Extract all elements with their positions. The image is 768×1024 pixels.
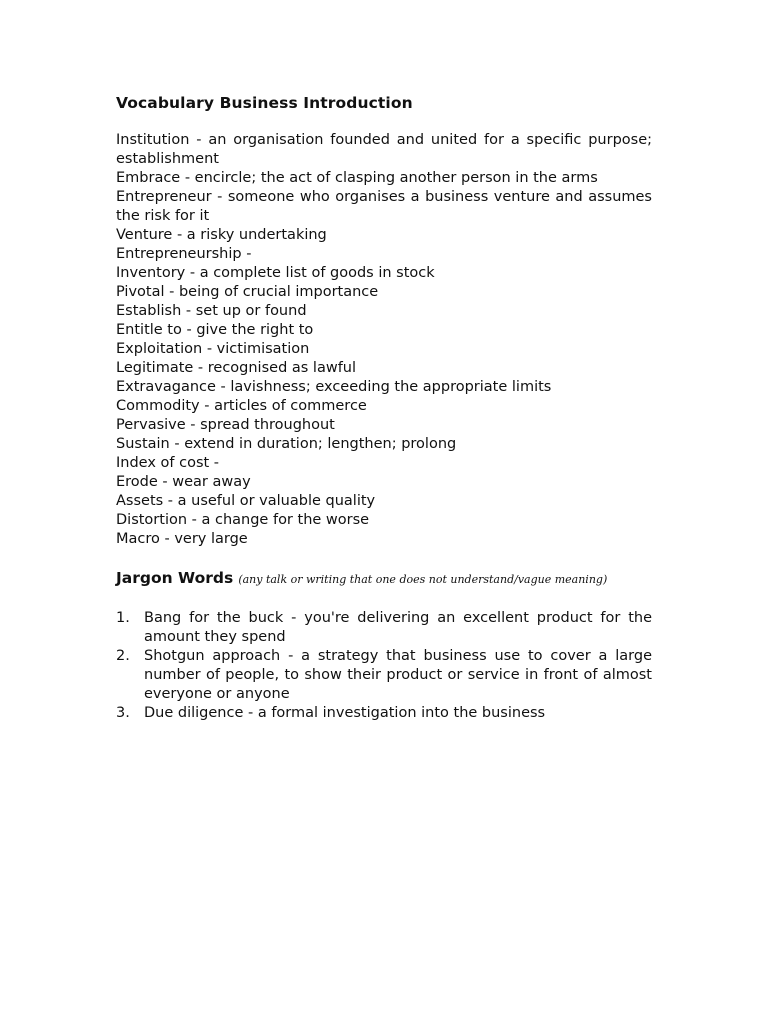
vocabulary-entry: Assets - a useful or valuable quality [116, 493, 376, 509]
vocabulary-entry: Sustain - extend in duration; lengthen; prolong [116, 436, 457, 452]
vocabulary-entry: Institution - an organisation founded and united for a specific purpose; establishment [116, 132, 652, 167]
vocabulary-entry: Entrepreneurship - [116, 246, 252, 262]
vocabulary-entry: Embrace - encircle; the act of clasping another person in the arms [116, 170, 598, 186]
vocabulary-list [116, 131, 652, 549]
vocabulary-entry: Entitle to - give the right to [116, 322, 314, 338]
vocabulary-entry: Venture - a risky undertaking [116, 227, 327, 243]
vocabulary-entry: Pivotal - being of crucial importance [116, 284, 379, 300]
vocabulary-entry: Inventory - a complete list of goods in stock [116, 265, 435, 281]
jargon-item-number: 3. [116, 705, 130, 721]
vocabulary-entry: Commodity - articles of commerce [116, 398, 367, 414]
vocabulary-entry: Legitimate - recognised as lawful [116, 360, 357, 376]
vocabulary-entry: Distortion - a change for the worse [116, 512, 370, 528]
vocabulary-entry: Erode - wear away [116, 474, 251, 490]
vocabulary-entry: Establish - set up or found [116, 303, 307, 319]
jargon-item [116, 647, 652, 704]
vocabulary-entry: Extravagance - lavishness; exceeding the appropriate limits [116, 379, 552, 395]
jargon-note: (any talk or writing that one does not understand/vague meaning) [238, 573, 608, 586]
vocabulary-entry: Exploitation - victimisation [116, 341, 310, 357]
vocabulary-entry: Entrepreneur - someone who organises a business venture and assumes the risk for it [116, 189, 652, 224]
jargon-title: Jargon Words [116, 569, 234, 587]
jargon-item-number: 1. [116, 610, 130, 626]
vocabulary-entry: Pervasive - spread throughout [116, 417, 335, 433]
jargon-item [116, 609, 652, 647]
jargon-item-text: Due diligence - a formal investigation into the business [144, 705, 546, 721]
vocabulary-entry: Macro - very large [116, 531, 248, 547]
jargon-list [116, 609, 652, 723]
jargon-item-text: Shotgun approach - a strategy that business use to cover a large number of people, to show their product or service in front of almost everyone or anyone [144, 648, 652, 702]
vocabulary-entry: Index of cost - [116, 455, 220, 471]
jargon-item [116, 704, 652, 723]
jargon-heading [116, 567, 652, 590]
jargon-item-number: 2. [116, 648, 130, 664]
document-title: Vocabulary Business Introduction [116, 94, 413, 112]
jargon-item-text: Bang for the buck - you're delivering an excellent product for the amount they spend [144, 610, 652, 645]
document-page [116, 93, 652, 723]
